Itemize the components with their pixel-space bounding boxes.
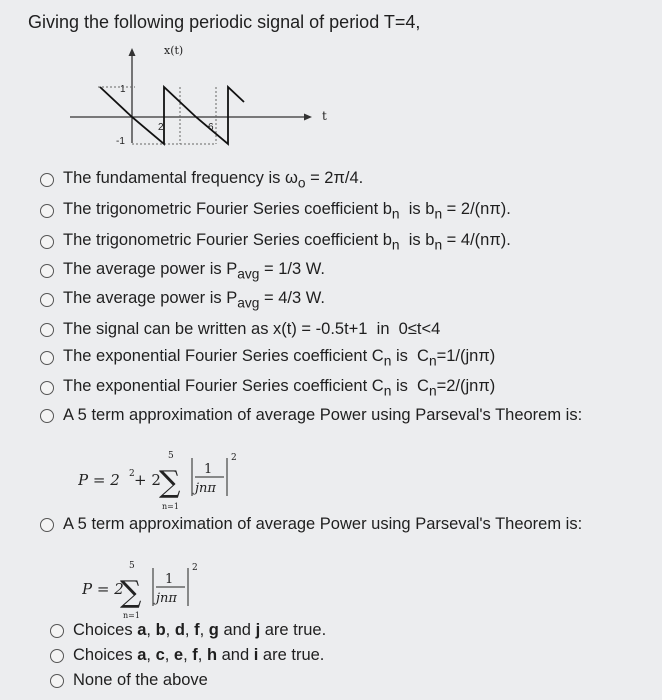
x-axis-arrow [304, 114, 312, 121]
signal-graph [60, 40, 330, 160]
option-h-text: The exponential Fourier Series coefficient $C_n$ is $C_n=2/(jn\pi)$ [63, 377, 496, 399]
option-g-text: The exponential Fourier Series coefficient $C_n$ is $C_n=1/(jn\pi)$ [63, 347, 496, 369]
formula-1 [78, 440, 288, 516]
option-d[interactable] [40, 260, 325, 281]
y-axis-label: x(t) [164, 44, 184, 57]
formula-2-power: 2 [192, 563, 198, 573]
option-c[interactable] [40, 231, 511, 252]
radio-option-e[interactable] [40, 293, 54, 307]
radio-option-b[interactable] [40, 204, 54, 218]
tick-label-2: 2 [158, 122, 164, 133]
formula-1-sum-top: 5 [168, 451, 174, 461]
formula-1-power: 2 [231, 453, 237, 463]
option-d-text: The average power is $P_{avg} = 1/3$ W. [63, 260, 326, 282]
formula-2 [82, 552, 282, 628]
option-b-text: The trigonometric Fourier Series coefficient $b_n$ is $b_n = 2/(n\pi)$. [63, 200, 511, 222]
formula-2-numerator: 1 [165, 572, 174, 587]
choice-abdfgj-text: Choices a, b, d, f, g and j are true. [73, 621, 327, 639]
y-axis-arrow [129, 48, 136, 56]
tick-label-neg1: -1 [116, 136, 125, 147]
x-axis-label: t [322, 109, 327, 123]
radio-choice-abdfgj[interactable] [50, 624, 64, 638]
formula-1-plus: + 2 [134, 471, 161, 489]
radio-option-d[interactable] [40, 264, 54, 278]
formula-2-denominator: jnπ [156, 591, 177, 606]
choice-none-text: None of the above [73, 671, 208, 689]
option-i[interactable] [40, 406, 582, 425]
option-b[interactable] [40, 200, 511, 221]
tick-label-6: 6 [208, 122, 214, 133]
option-f-text: The signal can be written as x(t) = -0.5t+1 in 0≤t<4 [63, 320, 441, 338]
radio-choice-none[interactable] [50, 674, 64, 688]
formula-1-exponent: 2 [129, 469, 135, 479]
option-h[interactable] [40, 377, 495, 398]
radio-option-i[interactable] [40, 409, 54, 423]
radio-option-c[interactable] [40, 235, 54, 249]
choice-abdfgj[interactable] [50, 621, 326, 640]
radio-option-h[interactable] [40, 381, 54, 395]
option-i-text: A 5 term approximation of average Power using Parseval's Theorem is: [63, 406, 583, 424]
option-f[interactable] [40, 320, 440, 339]
formula-1-denominator: jnπ [195, 481, 216, 496]
choice-acefhi-text: Choices a, c, e, f, h and i are true. [73, 646, 325, 664]
choice-none[interactable] [50, 671, 208, 690]
radio-option-f[interactable] [40, 323, 54, 337]
formula-1-lhs: P = 2 [78, 471, 120, 489]
radio-option-a[interactable] [40, 173, 54, 187]
formula-2-sum-top: 5 [129, 561, 135, 571]
choice-acefhi[interactable] [50, 646, 324, 665]
option-j-text: A 5 term approximation of average Power using Parseval's Theorem is: [63, 515, 583, 533]
radio-option-j[interactable] [40, 518, 54, 532]
radio-option-g[interactable] [40, 351, 54, 365]
option-j[interactable] [40, 515, 582, 534]
option-a[interactable] [40, 169, 363, 190]
formula-2-sum-bottom: n=1 [123, 611, 140, 620]
option-c-text: The trigonometric Fourier Series coefficient $b_n$ is $b_n = 4/(n\pi)$. [63, 231, 511, 253]
option-g[interactable] [40, 347, 495, 368]
tick-label-1: 1 [120, 84, 126, 95]
formula-1-numerator: 1 [204, 462, 213, 477]
radio-choice-acefhi[interactable] [50, 649, 64, 663]
option-e[interactable] [40, 289, 325, 310]
formula-2-lhs: P = 2 [82, 580, 124, 598]
option-e-text: The average power is $P_{avg} = 4/3$ W. [63, 289, 326, 311]
formula-1-sum-bottom: n=1 [162, 502, 179, 511]
formula-2-sigma: ∑ [120, 575, 142, 610]
question-title: Giving the following periodic signal of period T=4, [28, 12, 421, 32]
option-a-text: The fundamental frequency is $\omega_o = 2\pi/4$. [63, 169, 364, 191]
formula-1-sigma: ∑ [159, 465, 181, 500]
